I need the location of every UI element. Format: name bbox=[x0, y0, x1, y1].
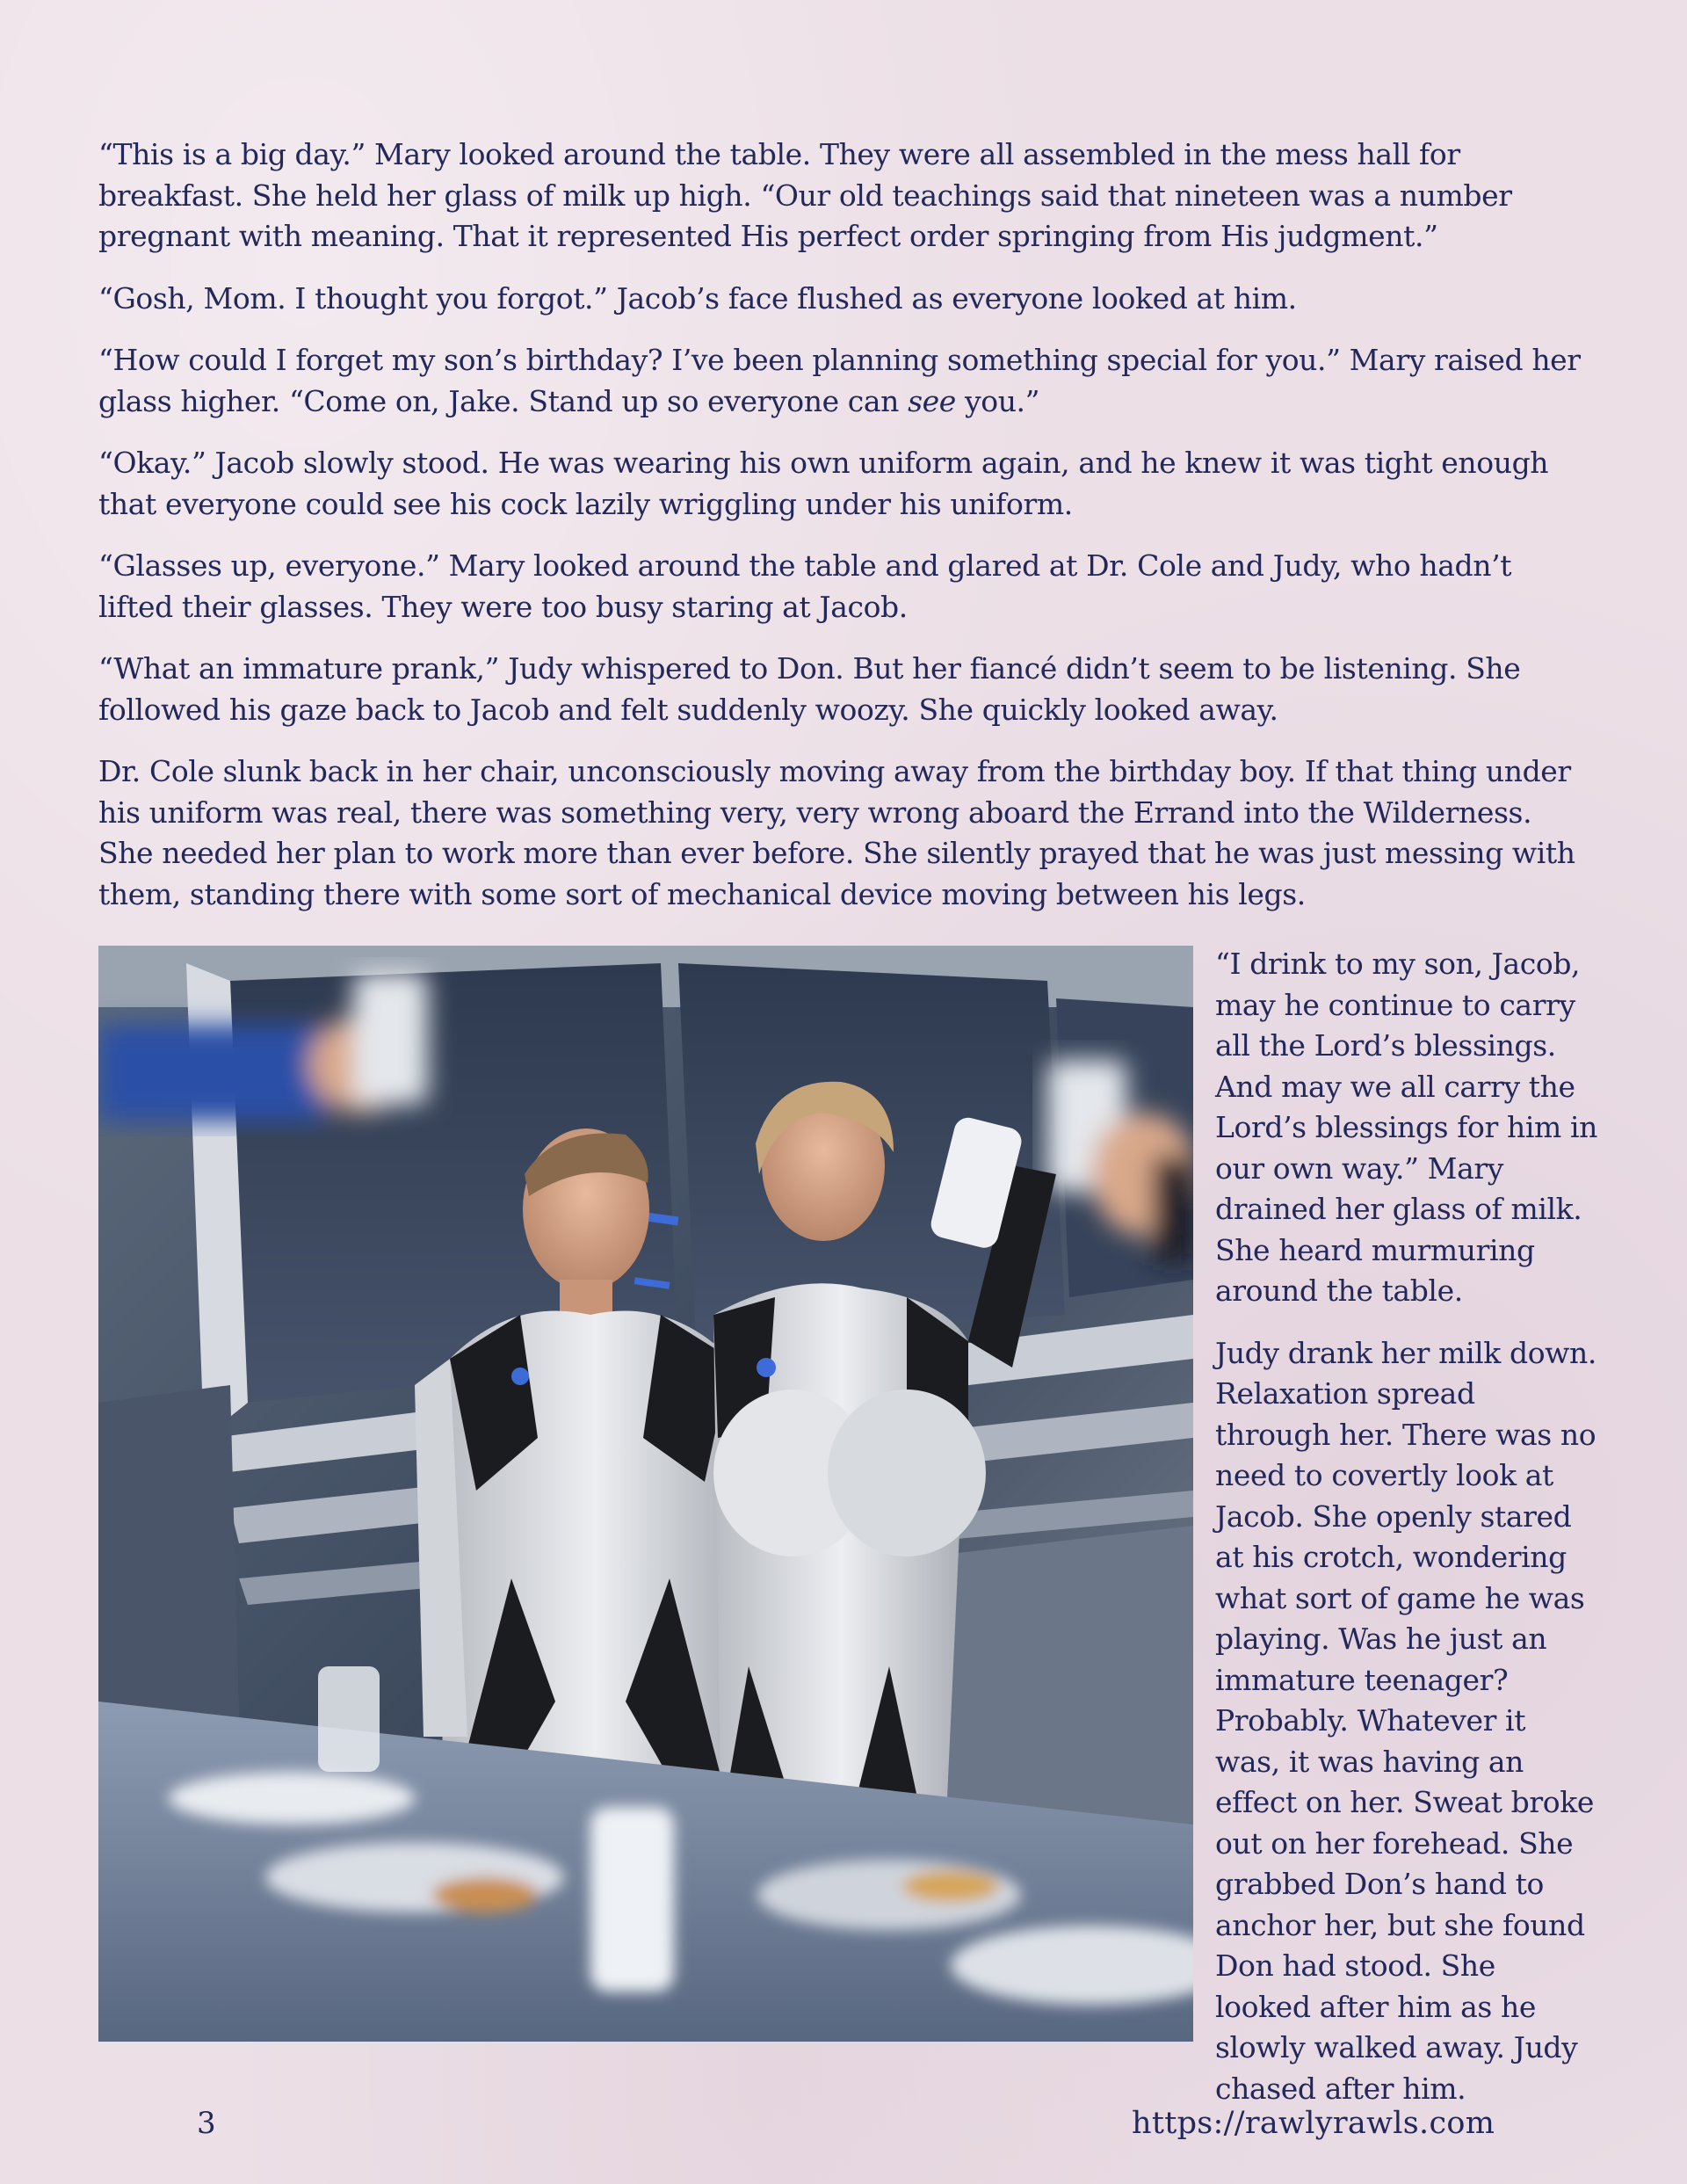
page-number: 3 bbox=[197, 2106, 216, 2141]
paragraph-3-after: you.” bbox=[955, 383, 1040, 418]
paragraph-3-emphasis: see bbox=[908, 383, 956, 418]
paragraph-4: “Okay.” Jacob slowly stood. He was wearing his own uniform again, and he knew it was tight enough that everyone could see his cock lazily wriggling under his uniform. bbox=[98, 446, 1549, 521]
story-illustration bbox=[98, 946, 1193, 2042]
paragraph-1: “This is a big day.” Mary looked around the table. They were all assembled in the mess hall for breakfast. She held her glass of milk up high. “Our old teachings said that nineteen was a number pregnant with meaning. That it represented His perfect order springing from His judgment.” bbox=[98, 137, 1512, 253]
paragraph-3-before: “How could I forget my son’s birthday? I’ve been planning something special for you.” Mary raised her glass higher. “Come on, Jake. Stand up so everyone can bbox=[98, 343, 1581, 418]
footer-url-link[interactable]: https://rawlyrawls.com bbox=[1132, 2106, 1495, 2141]
paragraph-2: “Gosh, Mom. I thought you forgot.” Jacob’s face flushed as everyone looked at him. bbox=[98, 280, 1297, 316]
side-text-column bbox=[1215, 944, 1598, 2130]
main-text-column bbox=[98, 134, 1592, 936]
illustration-art bbox=[98, 946, 1193, 2042]
paragraph-7: Dr. Cole slunk back in her chair, unconsciously moving away from the birthday boy. If that thing under his uniform was real, there was something very, very wrong aboard the Errand into the Wilderness. She needed her plan to work more than ever before. She silently prayed that he was just messing with them, standing there with some sort of mechanical device moving between his legs. bbox=[98, 754, 1575, 911]
side-paragraph-1: “I drink to my son, Jacob, may he continue to carry all the Lord’s blessings. And may we all carry the Lord’s blessings for him in our own way.” Mary drained her glass of milk. She heard murmuring around the table. bbox=[1215, 947, 1597, 1308]
paragraph-6: “What an immature prank,” Judy whispered to Don. But her fiancé didn’t seem to be listening. She followed his gaze back to Jacob and felt suddenly woozy. She quickly looked away. bbox=[98, 651, 1521, 727]
paragraph-3 bbox=[98, 340, 1592, 422]
side-paragraph-2: Judy drank her milk down. Relaxation spread through her. There was no need to covertly look at Jacob. She openly stared at his crotch, wondering what sort of game he was playing. Was he just an immature teenager? Probably. Whatever it was, it was having an effect on her. Sweat broke out on her forehead. She grabbed Don’s hand to anchor her, but she found Don had stood. She looked after him as he slowly walked away. Judy chased after him. bbox=[1215, 1335, 1596, 2106]
paragraph-5: “Glasses up, everyone.” Mary looked around the table and glared at Dr. Cole and Judy, who hadn’t lifted their glasses. They were too busy staring at Jacob. bbox=[98, 548, 1512, 624]
